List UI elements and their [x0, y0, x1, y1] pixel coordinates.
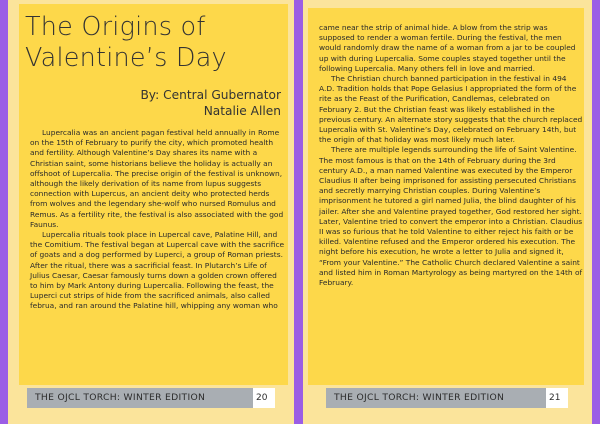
article-title: The Origins of Valentine’s Day — [25, 12, 227, 73]
paragraph: The Christian church banned participation in the festival in 494 A.D. Tradition holds that Pope Gelasius I appropriated the form of the rite as the Feast of the Purification, Candlemas, celebrated on February 2. But the Christian feast was likely established in the previous century. An alternate story suggests that the church replaced Lupercalia with St. Valentine’s Day, celebrated on February 14th, but the origin of that holiday was most likely much later. — [319, 74, 583, 145]
paragraph: Lupercalia rituals took place in Lupercal cave, Palatine Hill, and the Comitium. The festival began at Lupercal cave with the sacrifice of goats and a dog performed by Luperci, a group of Roman priests. After the ritual, there was a sacrificial feast. In Plutarch’s Life of Julius Caesar, Caesar famously turns down a golden crown offered to him by Mark Antony during Lupercalia. Following the feast, the Luperci cut strips of hide from the sacrificed animals, also called februa, and ran around the Palatine hill, whipping any woman who — [30, 230, 285, 311]
article-panel-left — [19, 4, 288, 385]
article-body-right — [319, 23, 583, 288]
right-page — [303, 0, 592, 424]
paragraph: Lupercalia was an ancient pagan festival held annually in Rome on the 15th of February to purify the city, which promoted health and fertility. Although Valentine’s Day shares its name with a Christian saint, some historians believe the holiday is actually an offshoot of Lupercalia. The precise origin of the festival is unknown, although the likely derivation of its name from lupus suggests connection with Lupercus, an ancient deity who protected herds from wolves and the legendary she-wolf who nursed Romulus and Remus. As a fertility rite, the festival is also associated with the god Faunus. — [30, 128, 284, 229]
byline-role: By: Central Gubernator — [140, 88, 281, 102]
page-number: 20 — [253, 388, 275, 408]
page-number: 21 — [546, 388, 568, 408]
byline-author: Natalie Allen — [203, 104, 281, 118]
byline — [140, 87, 281, 119]
paragraph: There are multiple legends surrounding the life of Saint Valentine. The most famous is that on the 14th of February during the 3rd century A.D., a man named Valentine was executed by the Emperor Claudius II after being imprisoned for assisting persecuted Christians and secretly marrying Christian couples. During Valentine’s imprisonment he tutored a girl named Julia, the blind daughter of his jailer. After she and Valentine prayed together, God restored her sight. Later, Valentine tried to convert the emperor into a Christian. Claudius II was so furious that he told Valentine to either reject his faith or be killed. Valentine refused and the Emperor ordered his execution. The night before his execution, he wrote a letter to Julia and signed it, “From your Valentine.” The Catholic Church declared Valentine a saint and listed him in Roman Martyrology as being martyred on the 14th of February. — [319, 145, 583, 288]
left-page — [8, 0, 294, 424]
footer-publication-title: THE OJCL TORCH: WINTER EDITION — [27, 388, 253, 408]
article-body-left — [30, 128, 286, 312]
paragraph: came near the strip of animal hide. A blow from the strip was supposed to render a woman fertile. During the festival, the men would randomly draw the name of a woman from a jar to be coupled up with during Lupercalia. Some couples stayed together until the following Lupercalia. Many others fell in love and married. — [319, 23, 576, 73]
article-panel-right — [308, 8, 584, 385]
footer-publication-title: THE OJCL TORCH: WINTER EDITION — [326, 388, 546, 408]
